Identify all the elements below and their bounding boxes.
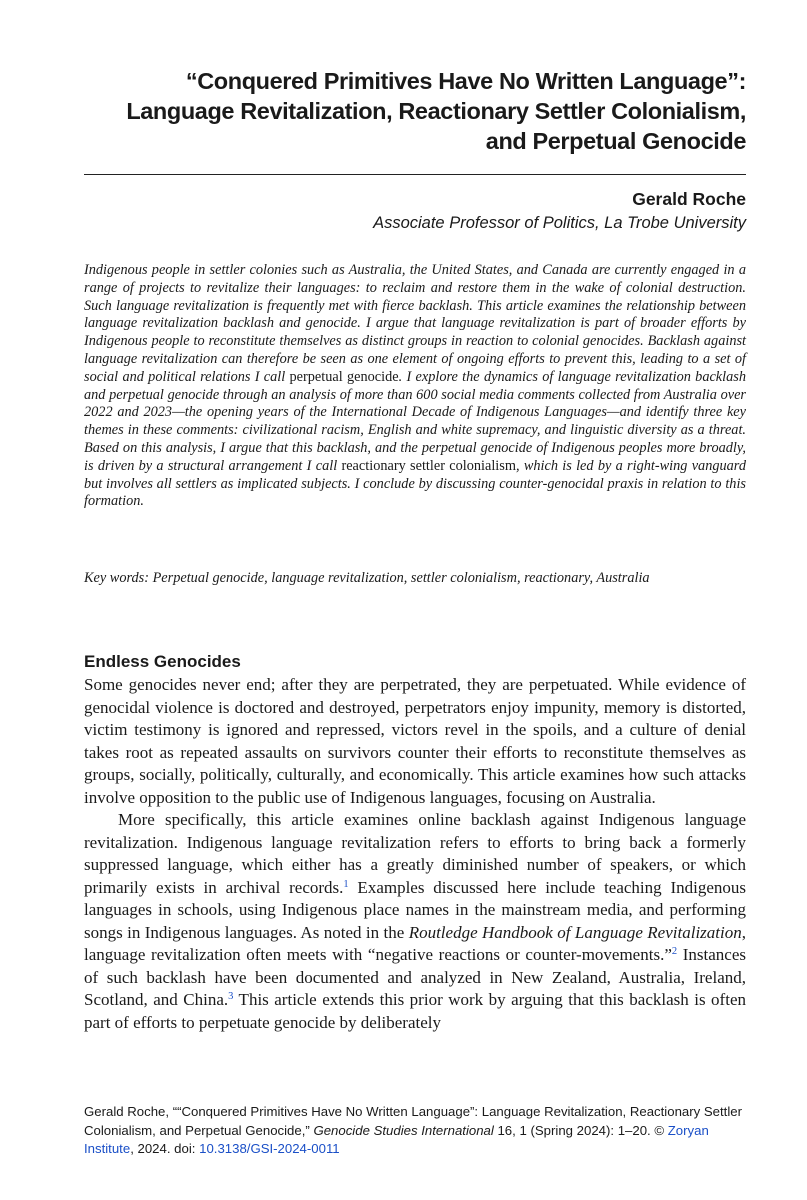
abstract	[84, 262, 746, 511]
title-divider	[84, 174, 746, 175]
article-title: “Conquered Primitives Have No Written Language”: Language Revitalization, Reactionary Settler Colonialism, and Perpetual Genocide	[126, 68, 746, 154]
keywords: Key words: Perpetual genocide, language revitalization, settler colonialism, reactionary, Australia	[84, 570, 650, 586]
paragraph-text: Examples discussed here include teaching Indigenous languages in schools, using Indigenous place names in the mainstream media, and performing songs in Indigenous languages. As noted in the	[84, 877, 746, 942]
body-paragraph: Some genocides never end; after they are perpetrated, they are perpetuated. While evidence of genocidal violence is doctored and destroyed, perpetrators enjoy impunity, memory is distorted, victim testimony is ignored and repressed, victors revel in the spoils, and a culture of denial takes root as repeated assaults on survivors counter their efforts to reconstitute themselves as groups, socially, politically, culturally, and economically. This article examines how such attacks involve opposition to the public use of Indigenous languages, focusing on Australia.	[84, 675, 746, 807]
abstract-term-perpetual-genocide: perpetual genocide	[289, 368, 399, 385]
footnote-ref-3[interactable]: 3	[228, 991, 234, 1002]
paragraph-text: Instances of such backlash have been documented and analyzed in New Zealand, Australia, Ireland, Scotland, and China.	[84, 945, 746, 1009]
paragraph-text: This article extends this prior work by arguing that this backlash is often part of efforts to perpetuate genocide by deliberately	[84, 990, 746, 1032]
abstract-text: , which is led by a right-wing vanguard but involves all settlers as implicated subjects. I conclude by discussing counter-genocidal praxis in relation to this formation.	[84, 457, 746, 510]
citation-text: , 2024. doi:	[130, 1141, 200, 1156]
journal-name: Genocide Studies International	[313, 1122, 494, 1138]
author-affiliation: Associate Professor of Politics, La Trobe University	[373, 214, 746, 232]
footnote-ref-2[interactable]: 2	[671, 946, 678, 957]
abstract-text: . I explore the dynamics of language revitalization backlash and perpetual genocide through an analysis of more than 600 social media comments collected from Australia over 2022 and 2023—the opening years of the International Decade of Indigenous Languages—and identify three key themes in these comments: civilizational racism, English and white supremacy, and linguistic diversity as a threat. Based on this analysis, I argue that this backlash, and the perpetual genocide of Indigenous peoples more broadly, is driven by a structural arrangement I call	[84, 368, 746, 474]
abstract-term-reactionary-settler-colonialism: reactionary settler colonialism	[341, 457, 516, 474]
body-paragraph	[84, 809, 746, 1034]
citation-footer	[84, 1103, 746, 1159]
body-text	[84, 674, 746, 1034]
book-title: Routledge Handbook of Language Revitalization	[408, 922, 742, 942]
citation-text: Gerald Roche, ““Conquered Primitives Have No Written Language”: Language Revitalization, Reactionary Settler Colonialism, and Perpetual Genocide,”	[84, 1104, 743, 1138]
author-name: Gerald Roche	[632, 189, 746, 209]
paragraph-text: More specifically, this article examines online backlash against Indigenous language revitalization. Indigenous language revitalization refers to efforts to bring back a formerly suppressed language, which either has a greatly diminished number of speakers, or which primarily exists in archival records.	[84, 810, 746, 897]
publisher-link[interactable]: Zoryan Institute	[84, 1122, 709, 1156]
footnote-ref-1[interactable]: 1	[343, 878, 349, 890]
section-heading: Endless Genocides	[84, 652, 241, 671]
citation-text: 16, 1 (Spring 2024): 1–20. ©	[493, 1122, 668, 1138]
doi-link[interactable]: 10.3138/GSI-2024-0011	[199, 1141, 340, 1156]
abstract-text: Indigenous people in settler colonies such as Australia, the United States, and Canada are currently engaged in a range of projects to revitalize their languages: to reclaim and restore them in the wake of colonial destruction. Such language revitalization is frequently met with fierce backlash. This article examines the relationship between language revitalization backlash and genocide. I argue that language revitalization is part of broader efforts by Indigenous people to reconstitute themselves as distinct groups in reaction to colonial genocides. Backlash against language revitalization can therefore be seen as one element of ongoing efforts to prevent this, leading to a set of social and political relations I call	[84, 262, 746, 385]
paragraph-text: , language revitalization often meets with “negative reactions or counter-movements.”	[84, 922, 746, 964]
